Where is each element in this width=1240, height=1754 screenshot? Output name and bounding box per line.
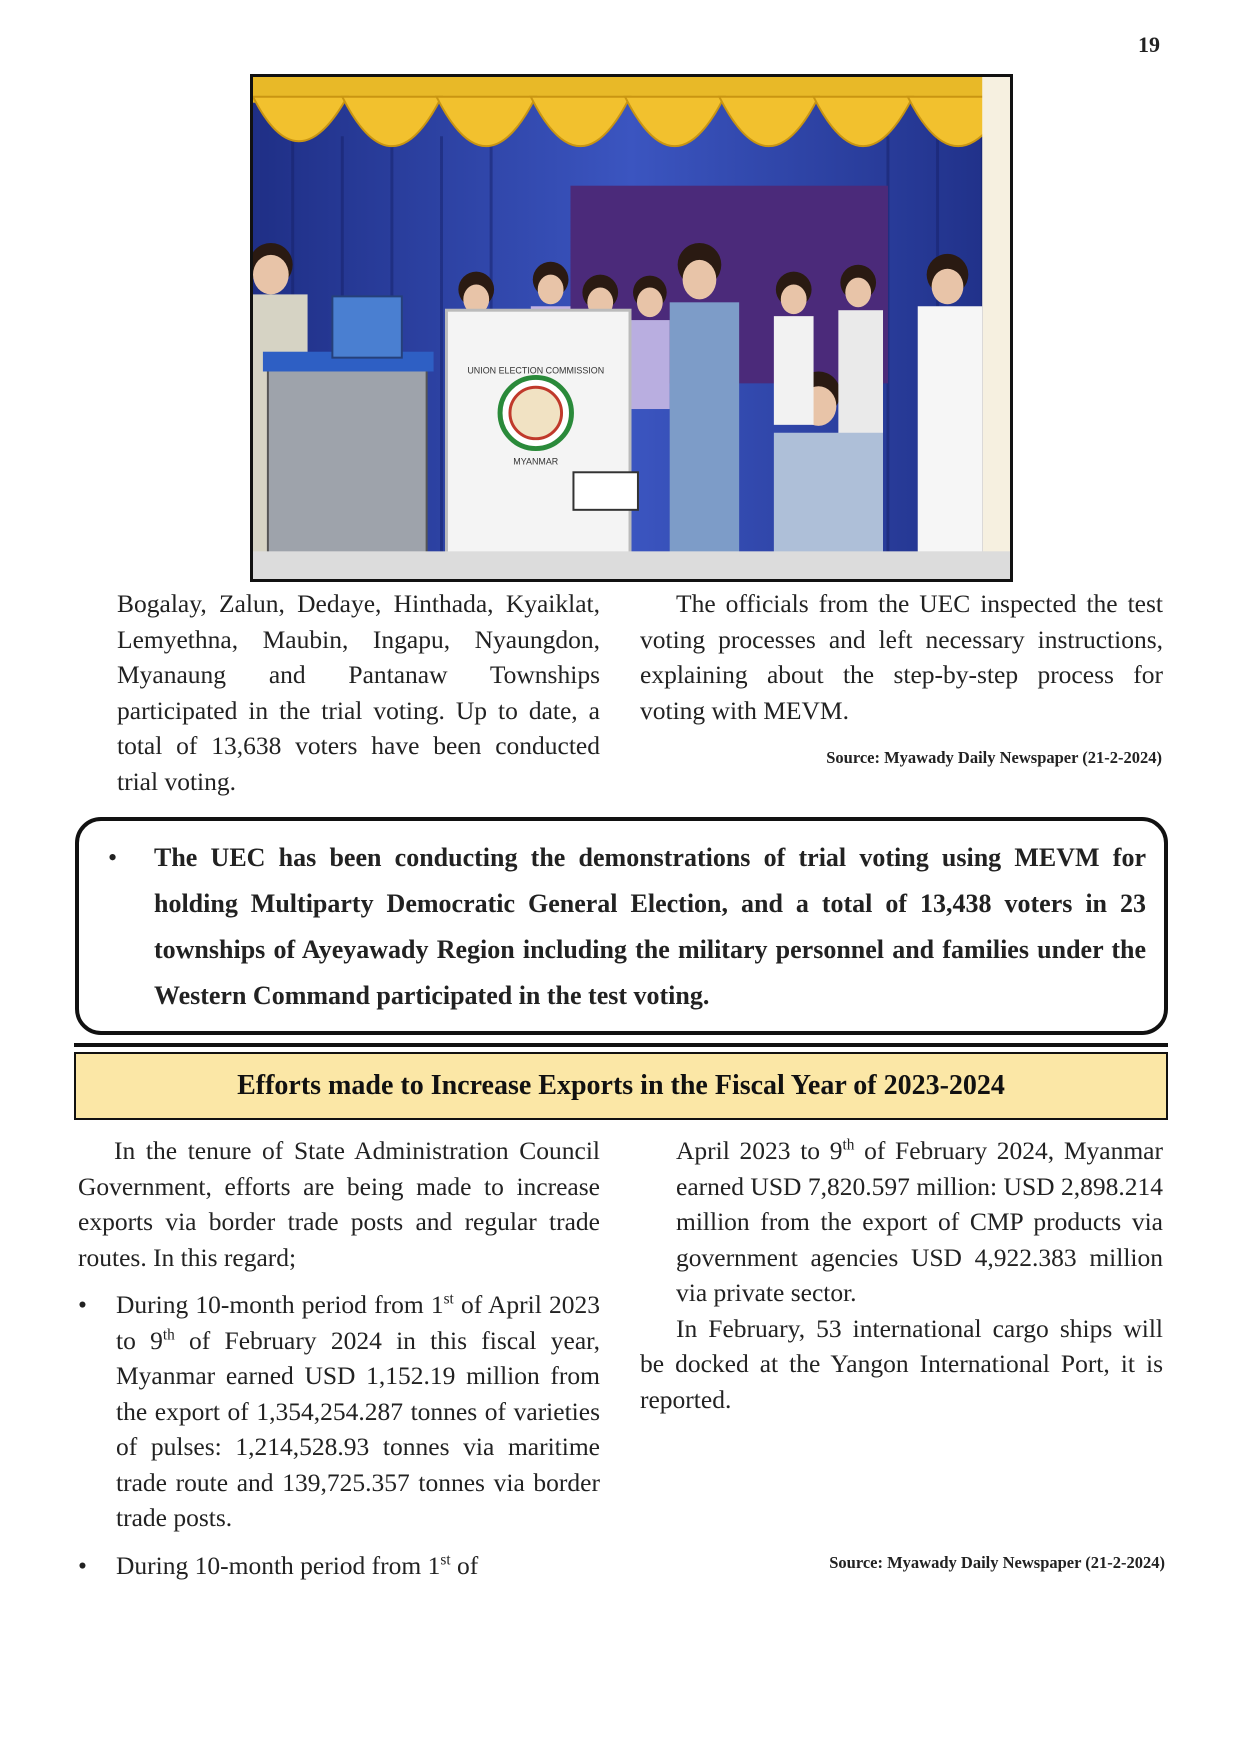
article-left-column [117,586,600,799]
summary-box [75,817,1168,1035]
section-divider [74,1043,1168,1047]
exports-bullet-cmp: • During 10-month period from 1st of [78,1548,600,1584]
article-left-paragraph: Bogalay, Zalun, Dedaye, Hinthada, Kyaiklat, Lemyethna, Maubin, Ingapu, Nyaungdon, Myanaung and Pantanaw Townships participated in the trial voting. Up to date, a total of 13,638 voters have been conducted trial voting. [117,589,600,796]
exports-bullet-list [78,1287,600,1583]
exports-right-column [640,1133,1163,1417]
section-heading: Efforts made to Increase Exports in the Fiscal Year of 2023-2024 [74,1052,1168,1120]
ballot-box [268,364,427,579]
page-number: 19 [1138,32,1160,57]
voting-machine [332,296,401,357]
section-source: Source: Myawady Daily Newspaper (21-2-2024) [829,1553,1165,1572]
article-source: Source: Myawady Daily Newspaper (21-2-2024) [826,748,1162,767]
article-right-column [640,586,1163,728]
table [253,551,1010,579]
trial-voting-photo [250,74,1013,582]
exports-intro: In the tenure of State Administration Council Government, efforts are being made to increase exports via border trade posts and regular trade routes. In this regard; [78,1136,600,1272]
emblem-top-text: UNION ELECTION COMMISSION [467,365,605,376]
photo-illustration [253,77,1010,579]
emblem-bottom-text: MYANMAR [513,456,559,467]
article-right-paragraph: The officials from the UEC inspected the test voting processes and left necessary instructions, explaining about the step-by-step process for voting with MEVM. [640,589,1163,725]
exports-continued-paragraph: April 2023 to 9th of February 2024, Myanmar earned USD 7,820.597 million: USD 2,898.214 million from the export of CMP products via government agencies USD 4,922.383 million via private sector. [676,1136,1163,1307]
summary-bullet: • The UEC has been conducting the demonstrations of trial voting using MEVM for holding Multiparty Democratic General Election, and a total of 13,438 voters in 23 townships of Ayeyawady Region including the military personnel and families under the Western Command participated in the test voting. [134,835,1146,1019]
exports-left-column [78,1133,600,1583]
exports-bullet-pulses: • During 10-month period from 1st of April 2023 to 9th of February 2024 in this fiscal year, Myanmar earned USD 1,152.19 million from the export of 1,354,254.287 tonnes of varieties of pulses: 1,214,528.93 tonnes via maritime trade route and 139,725.357 tonnes via border trade posts. [78,1287,600,1536]
table-sign [573,472,637,510]
exports-closing-paragraph: In February, 53 international cargo ships will be docked at the Yangon International Port, it is reported. [640,1313,1163,1414]
